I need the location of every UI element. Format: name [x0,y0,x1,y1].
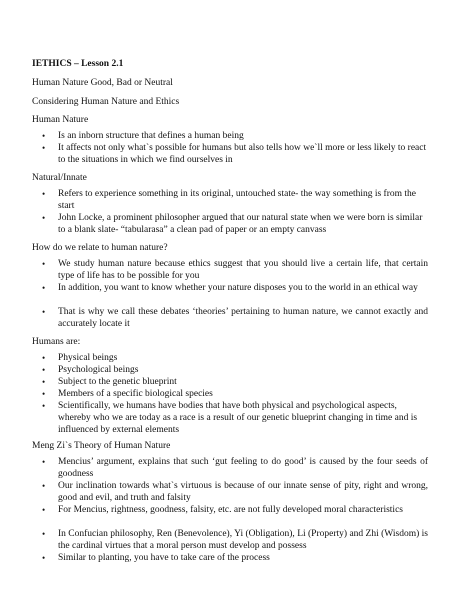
bullet-item: • Is an inborn structure that defines a human being [58,130,428,142]
bullet-item: • Scientifically, we humans have bodies that have both physical and psychological aspects, whereby who we are today as a race is a result of our genetic blueprint changing in time and is influenced by external elements [58,400,428,436]
heading-human-nature-good-bad: Human Nature Good, Bad or Neutral [32,78,173,88]
bullet-item: • Subject to the genetic blueprint [58,376,428,388]
section-label-how-relate: How do we relate to human nature? [32,243,168,253]
bullet-item: • It affects not only what`s possible for humans but also tells how we`ll more or less likely to react to the situations in which we find ourselves in [58,142,428,166]
section-label-human-nature: Human Nature [32,115,89,125]
bullet-item: • John Locke, a prominent philosopher argued that our natural state when we were born is similar to a blank slate- “tabularasa” a clean pad of paper or an empty canvass [58,212,428,236]
bullet-item: • In addition, you want to know whether your nature disposes you to the world in an ethical way [58,282,428,294]
bullet-item: • For Mencius, rightness, goodness, falsity, etc. are not fully developed moral characteristics [58,504,428,516]
section-label-natural-innate: Natural/Innate [32,173,87,183]
bullet-item: • We study human nature because ethics suggest that you should live a certain life, that certain type of life has to be possible for you [58,258,428,282]
bullet-item: • Members of a specific biological species [58,388,428,400]
bullet-item: • That is why we call these debates ‘theories’ pertaining to human nature, we cannot exactly and accurately locate it [58,306,428,330]
bullet-item: • Psychological beings [58,364,428,376]
bullet-item: • Our inclination towards what`s virtuous is because of our innate sense of pity, right and wrong, good and evil, and truth and falsity [58,480,428,504]
bullet-item: • Mencius’ argument, explains that such ‘gut feeling to do good’ is caused by the four seeds of goodness [58,456,428,480]
bullet-item: • Physical beings [58,352,428,364]
section-label-humans-are: Humans are: [32,337,81,347]
section-label-meng-zi: Meng Zi`s Theory of Human Nature [32,441,171,451]
heading-considering-ethics: Considering Human Nature and Ethics [32,97,180,107]
bullet-item: • Similar to planting, you have to take care of the process [58,552,428,564]
document-title: IETHICS – Lesson 2.1 [32,59,124,69]
bullet-item: • Refers to experience something in its original, untouched state- the way something is from the start [58,188,428,212]
bullet-item: • In Confucian philosophy, Ren (Benevolence), Yi (Obligation), Li (Property) and Zhi (Wisdom) is the cardinal virtues that a moral person must develop and possess [58,528,428,552]
